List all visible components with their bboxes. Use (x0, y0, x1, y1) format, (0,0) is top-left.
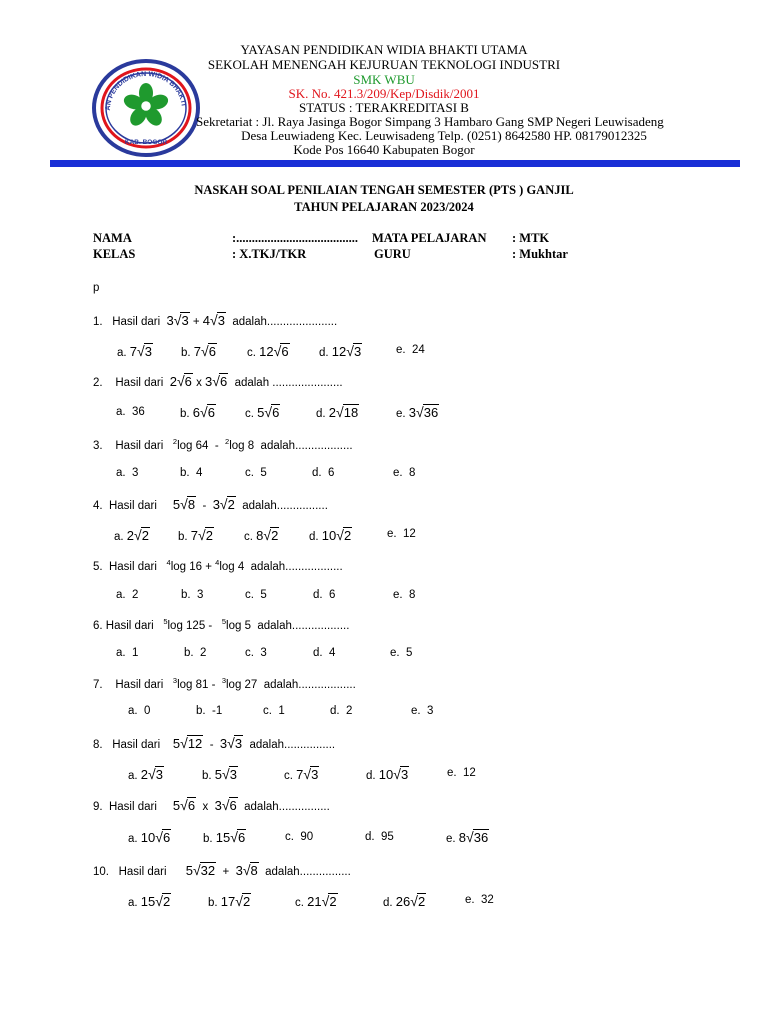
q1-option-c: c. 12√6 (247, 343, 289, 359)
q9-option-c: c. 90 (285, 831, 314, 843)
q5-option-b: b. 3 (181, 589, 204, 601)
q8-option-c: c. 7√3 (284, 766, 319, 782)
q1-option-a: a. 7√3 (117, 343, 152, 359)
school-name: SEKOLAH MENENGAH KEJURUAN TEKNOLOGI INDUSTRI (207, 57, 561, 72)
accreditation-status: STATUS : TERAKREDITASI B (299, 100, 469, 115)
question-6: 6. Hasil dari $^5$log 125 - $^5$log 5 adalah.................. (93, 617, 350, 632)
q2-option-b: b. 6√6 (180, 404, 215, 420)
stray-text: p (93, 282, 100, 294)
q3-option-e: e. 8 (393, 467, 416, 479)
q8-option-b: b. 5√3 (202, 766, 237, 782)
q3-option-c: c. 5 (245, 467, 267, 479)
q2-option-c: c. 5√6 (245, 404, 280, 420)
q7-option-a: a. 0 (128, 705, 151, 717)
question-3: 3. Hasil dari $^2$log 64 - $^2$log 8 adalah.................. (93, 437, 353, 452)
q10-option-a: a. 15√2 (128, 893, 171, 909)
exam-year: TAHUN PELAJARAN 2023/2024 (294, 200, 474, 214)
decree-number: SK. No. 421.3/209/Kep/Disdik/2001 (288, 86, 480, 101)
address-line-2: Desa Leuwiadeng Kec. Leuwisadeng Telp. (0251) 8642580 HP. 08179012325 (241, 128, 647, 143)
question-4: 4. Hasil dari 5√8 - 3√2 adalah................ (93, 496, 328, 512)
q6-option-d: d. 4 (313, 647, 336, 659)
teacher-value: : Mukhtar (512, 247, 568, 261)
logo-bottom-text: KAB. BOGOR (124, 139, 168, 146)
q4-option-b: b. 7√2 (178, 527, 213, 543)
q8-option-e: e. 12 (447, 767, 476, 779)
q6-option-e: e. 5 (390, 647, 413, 659)
header-divider (50, 160, 740, 167)
q6-option-a: a. 1 (116, 647, 139, 659)
q3-option-d: d. 6 (312, 467, 335, 479)
q1-option-d: d. 12√3 (319, 343, 362, 359)
q9-option-b: b. 15√6 (203, 829, 246, 845)
subject-label: MATA PELAJARAN (372, 231, 487, 245)
address-line-1: Sekretariat : Jl. Raya Jasinga Bogor Simpang 3 Hambaro Gang SMP Negeri Leuwisadeng (196, 114, 664, 129)
q7-option-b: b. -1 (196, 705, 223, 717)
q1-option-b: b. 7√6 (181, 343, 216, 359)
q2-option-a: a. 36 (116, 406, 145, 418)
foundation-name: YAYASAN PENDIDIKAN WIDIA BHAKTI UTAMA (240, 42, 528, 57)
q10-option-c: c. 21√2 (295, 893, 337, 909)
question-1: 1. Hasil dari 3√3 + 4√3 adalah...................... (93, 312, 338, 328)
q4-option-c: c. 8√2 (244, 527, 279, 543)
q8-option-d: d. 10√3 (366, 766, 409, 782)
q7-option-e: e. 3 (411, 705, 434, 717)
question-2: 2. Hasil dari 2√6 x 3√6 adalah ...................... (93, 373, 343, 389)
class-value: : X.TKJ/TKR (232, 247, 307, 261)
question-9: 9. Hasil dari 5√6 x 3√6 adalah................ (93, 797, 330, 813)
q7-option-c: c. 1 (263, 705, 285, 717)
q9-option-d: d. 95 (365, 831, 394, 843)
q5-option-d: d. 6 (313, 589, 336, 601)
q5-option-c: c. 5 (245, 589, 267, 601)
q6-option-c: c. 3 (245, 647, 267, 659)
question-8: 8. Hasil dari 5√12 - 3√3 adalah................ (93, 735, 336, 751)
q5-option-e: e. 8 (393, 589, 416, 601)
teacher-label: GURU (374, 247, 411, 261)
q7-option-d: d. 2 (330, 705, 353, 717)
school-short-name: SMK WBU (353, 72, 415, 87)
question-7: 7. Hasil dari $^3$log 81 - $^3$log 27 adalah.................. (93, 676, 356, 691)
q1-option-e: e. 24 (396, 344, 425, 356)
q3-option-a: a. 3 (116, 467, 139, 479)
q10-option-b: b. 17√2 (208, 893, 251, 909)
q6-option-b: b. 2 (184, 647, 207, 659)
class-label: KELAS (93, 247, 136, 261)
address-line-3: Kode Pos 16640 Kabupaten Bogor (293, 142, 475, 157)
q10-option-e: e. 32 (465, 894, 494, 906)
q10-option-d: d. 26√2 (383, 893, 426, 909)
q4-option-a: a. 2√2 (114, 527, 149, 543)
q4-option-e: e. 12 (387, 528, 416, 540)
q8-option-a: a. 2√3 (128, 766, 163, 782)
name-field[interactable]: :....................................... (232, 231, 359, 245)
question-5: 5. Hasil dari $^4$log 16 + $^4$log 4 adalah.................. (93, 558, 343, 573)
question-10: 10. Hasil dari 5√32 + 3√8 adalah................ (93, 862, 351, 878)
name-label: NAMA (93, 231, 132, 245)
exam-title: NASKAH SOAL PENILAIAN TENGAH SEMESTER (PTS ) GANJIL (194, 183, 574, 197)
q4-option-d: d. 10√2 (309, 527, 352, 543)
q2-option-e: e. 3√36 (396, 404, 439, 420)
logo-ring-text: AN PENDIDIKAN WIDIA BHAKTI (104, 70, 187, 111)
q5-option-a: a. 2 (116, 589, 139, 601)
q3-option-b: b. 4 (180, 467, 203, 479)
q9-option-a: a. 10√6 (128, 829, 171, 845)
subject-value: : MTK (512, 231, 550, 245)
q2-option-d: d. 2√18 (316, 404, 359, 420)
q9-option-e: e. 8√36 (446, 829, 489, 845)
